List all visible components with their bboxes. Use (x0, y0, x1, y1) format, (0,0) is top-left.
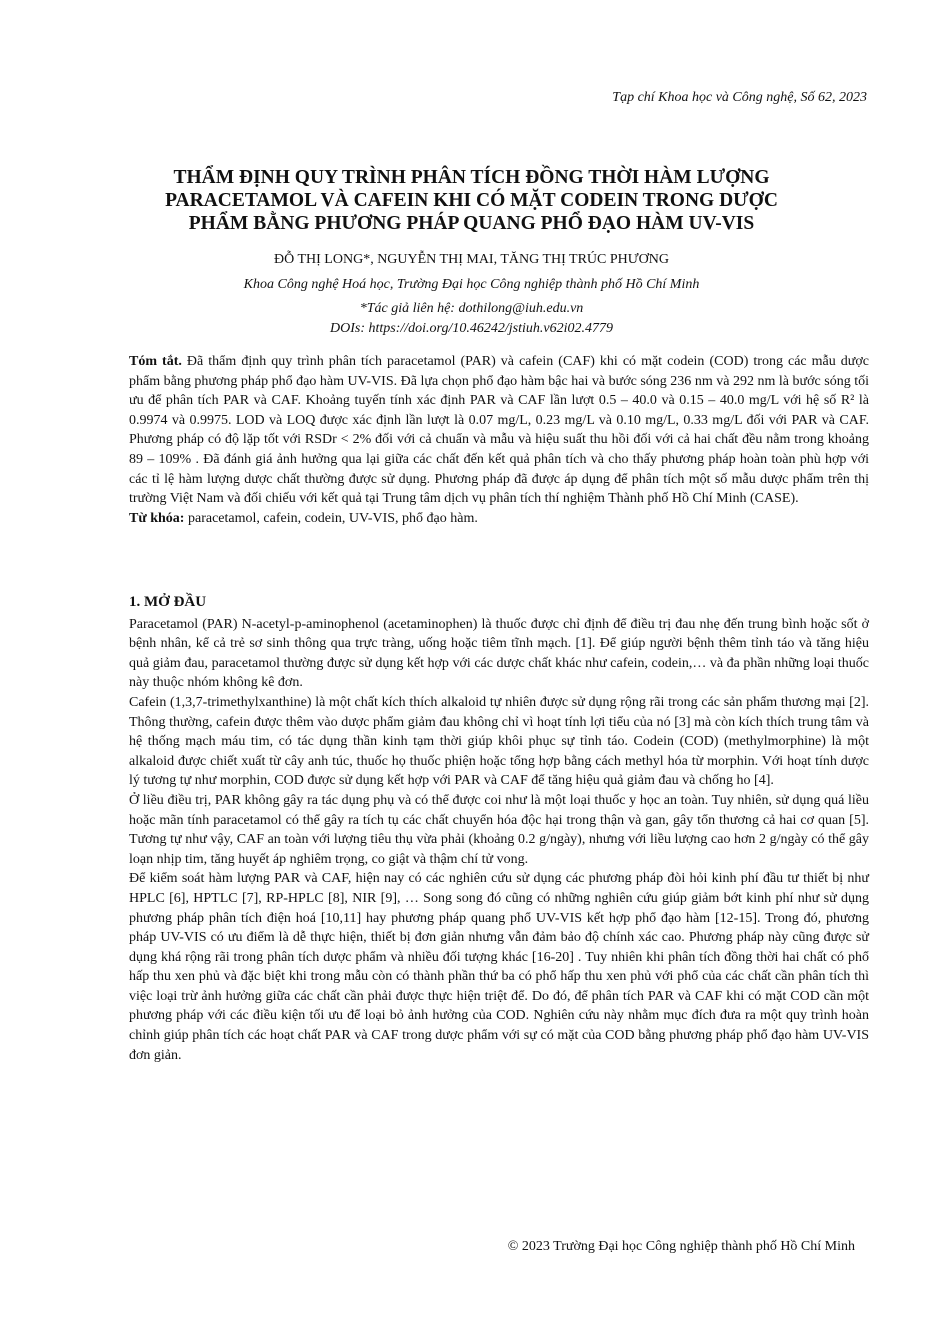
journal-header: Tạp chí Khoa học và Công nghệ, Số 62, 2023 (612, 90, 867, 105)
paper-title (90, 166, 853, 235)
affiliation: Khoa Công nghệ Hoá học, Trường Đại học Công nghiệp thành phố Hồ Chí Minh (243, 277, 700, 292)
keywords (129, 509, 869, 529)
title-line-1: THẨM ĐỊNH QUY TRÌNH PHÂN TÍCH ĐỒNG THỜI HÀM LƯỢNG (173, 167, 770, 188)
paragraph: Để kiểm soát hàm lượng PAR và CAF, hiện nay có các nghiên cứu sử dụng các phương pháp đòi hỏi kinh phí đầu tư thiết bị như HPLC [6], HPTLC [7], RP-HPLC [8], NIR [9], … Song song đó cũng có những nghiên cứu giúp giảm bớt kinh phí như sử dụng phương pháp phân tích điện hoá [10,11] hay phương pháp quang phổ UV-VIS kết hợp phổ đạo hàm [12-15]. Trong đó, phương pháp UV-VIS có ưu điểm là dễ thực hiện, thiết bị đơn giản nhưng vẫn đảm bảo độ chính xác cao. Phương pháp này cũng được sử dụng khá rộng rãi trong phân tích dược phẩm và nhiều đối tượng khác [16-20] . Tuy nhiên khi phân tích đồng thời hai chất có phổ hấp thu xen phủ và đặc biệt khi trong mẫu còn có thành phần thứ ba có phổ hấp thu xen phủ với phổ của các chất cần phân tích thì việc loại trừ ảnh hưởng giữa các chất cần phải được thực hiện triệt để. Do đó, để phân tích PAR và CAF khi có mặt COD cần một phương pháp với các điều kiện tối ưu để loại bỏ ảnh hưởng của COD. Nghiên cứu này nhằm mục đích đưa ra một quy trình hoàn chỉnh giúp phân tích các hoạt chất PAR và CAF trong dược phẩm với sự có mặt của COD bằng phương pháp phổ đạo hàm UV-VIS đơn giản. (129, 871, 869, 1063)
contact-email: *Tác giả liên hệ: dothilong@iuh.edu.vn (359, 301, 584, 316)
title-line-2: PARACETAMOL VÀ CAFEIN KHI CÓ MẶT CODEIN TRONG DƯỢC (165, 190, 778, 211)
abstract-label: Tóm tắt. (129, 354, 182, 369)
paragraph: Paracetamol (PAR) N-acetyl-p-aminophenol (acetaminophen) là thuốc được chỉ định để điều trị đau nhẹ đến trung bình hoặc sốt ở bệnh nhân, kể cả trẻ sơ sinh thông qua trực tràng, uống hoặc tiêm tĩnh mạch. [1]. Để giúp người bệnh thêm tỉnh táo và tăng hiệu quả giảm đau, paracetamol thường được sử dụng kết hợp với các dược chất khác như cafein, codein,… và đa phần những loại thuốc này thuộc nhóm không kê đơn. (129, 616, 869, 691)
keywords-label: Từ khóa: (129, 510, 185, 526)
section-introduction (129, 593, 869, 1065)
abstract-text: Đã thẩm định quy trình phân tích paracetamol (PAR) và cafein (CAF) khi có mặt codein (COD) trong các mẫu dược phẩm bằng phương pháp phổ đạo hàm UV-VIS. Đã lựa chọn phổ đạo hàm bậc hai và bước sóng 236 nm và 292 nm là bước sóng tối ưu để phân tích PAR và CAF. Khoảng tuyến tính xác định PAR và CAF lần lượt 0.5 – 40.0 và 0.15 – 40.0 mg/L với hệ số R² là 0.9974 và 0.9975. LOD và LOQ được xác định lần lượt là 0.07 mg/L, 0.23 mg/L và 0.10 mg/L, 0.33 mg/L đối với PAR và CAF. Phương pháp có độ lặp tốt với RSDr < 2% đối với cả chuẩn và mẫu và hiệu suất thu hồi đối với cả hai chất đều nằm trong khoảng 89 – 109% . Đã đánh giá ảnh hưởng qua lại giữa các chất đến kết quả phân tích và cho thấy phương pháp hoàn toàn phù hợp với các tỉ lệ hàm lượng dược chất thường được sử dụng. Phương pháp đã được áp dụng để phân tích một số mẫu dược phẩm trên thị trường Việt Nam và đối chiếu với kết quả tại Trung tâm dịch vụ phân tích thí nghiệm Thành phố Hồ Chí Minh (CASE). (129, 354, 870, 507)
paragraph: Ở liều điều trị, PAR không gây ra tác dụng phụ và có thể được coi như là một loại thuốc y học an toàn. Tuy nhiên, sử dụng quá liều hoặc mãn tính paracetamol có thể gây ra tích tụ các chất chuyển hóa độc hại trong thận và gan, gây tổn thương cả hai cơ quan [5]. Tương tự như vậy, CAF an toàn với lượng tiêu thụ vừa phải (khoảng 0.2 g/ngày), nhưng với liều lượng cao hơn 2 g/ngày có thể gây loạn nhịp tim, tăng huyết áp nghiêm trọng, co giật và thậm chí tử vong. (129, 792, 869, 867)
authors: ĐỖ THỊ LONG*, NGUYỄN THỊ MAI, TĂNG THỊ TRÚC PHƯƠNG (274, 252, 669, 267)
paragraph: Cafein (1,3,7-trimethylxanthine) là một chất kích thích alkaloid tự nhiên được sử dụng rộng rãi trong các sản phẩm thương mại [2]. Thông thường, cafein được thêm vào dược phẩm giảm đau không chỉ vì hoạt tính lợi tiểu của nó [3] mà còn kích thích trung tâm và hệ thống mạch máu tim, có tác dụng thần kinh tạm thời giúp khôi phục sự tỉnh táo. Codein (COD) (methylmorphine) là một alkaloid được chiết xuất từ cây anh túc, thuốc họ thuốc phiện hoặc tổng hợp bằng cách methyl hóa từ morphin. Với hoạt tính dược lý tương tự như morphin, COD được sử dụng kết hợp với PAR và CAF để tăng hiệu quả giảm đau và chống ho [4]. (129, 694, 869, 789)
page-footer: © 2023 Trường Đại học Công nghiệp thành phố Hồ Chí Minh (507, 1239, 855, 1254)
abstract-block (129, 352, 869, 528)
abstract (129, 352, 869, 509)
section-heading: 1. MỞ ĐẦU (129, 594, 207, 610)
title-line-3: PHẨM BẰNG PHƯƠNG PHÁP QUANG PHỔ ĐẠO HÀM UV-VIS (188, 213, 755, 234)
doi-link[interactable]: DOIs: https://doi.org/10.46242/jstiuh.v62i02.4779 (330, 321, 613, 336)
keywords-text: paracetamol, cafein, codein, UV-VIS, phổ đạo hàm. (187, 510, 478, 526)
